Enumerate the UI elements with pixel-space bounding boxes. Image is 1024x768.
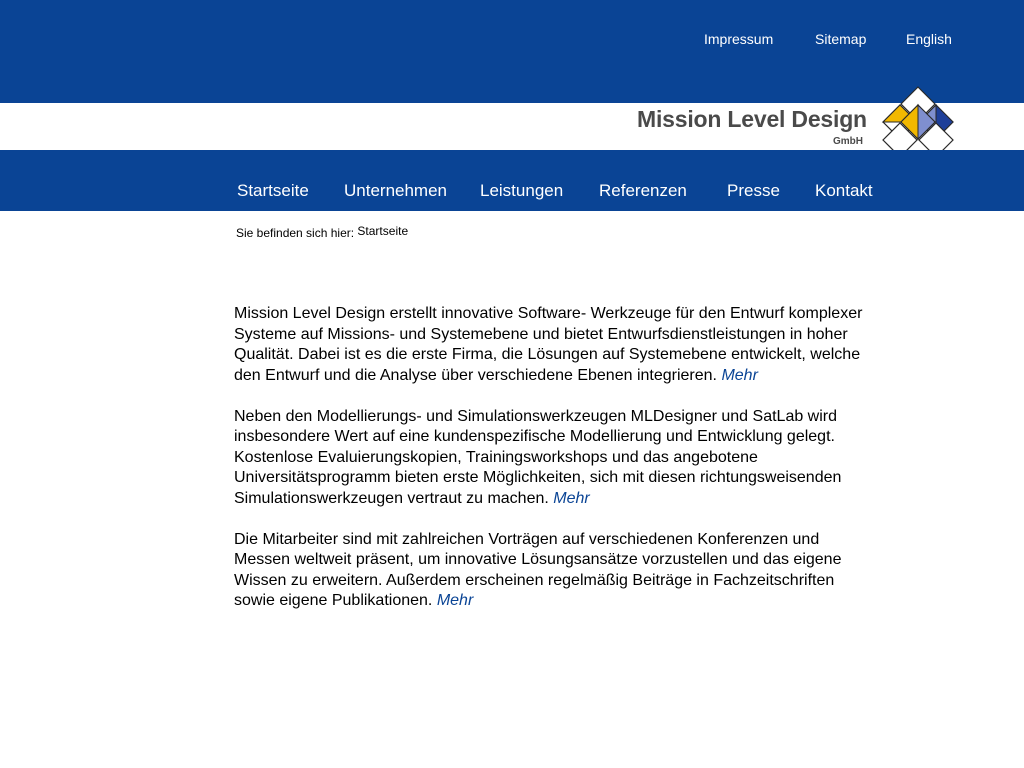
impressum-link[interactable]: Impressum [704, 31, 774, 47]
paragraph-text: Neben den Modellierungs- und Simulationswerkzeugen MLDesigner und SatLab wird insbesondere Wert auf eine kundenspezifische Modellierung und Entwicklung gelegt. Kostenlose Evaluierungskopien, Trainingsworkshops und das angebotene Universitätsprogramm bieten erste Möglichkeiten, sich mit diesen richtungsweisenden Simulationswerkzeugen vertraut zu machen. [234, 407, 842, 507]
intro-paragraph [234, 304, 874, 386]
breadcrumb [236, 226, 408, 240]
paragraph-text: Mission Level Design erstellt innovative Software- Werkzeuge für den Entwurf komplexer Systeme auf Missions- und Systemebene und bietet Entwurfsdienstleistungen in hoher Qualität. Dabei ist es die erste Firma, die Lösungen auf Systemebene entwickelt, welche den Entwurf und die Analyse über verschiedene Ebenen integrieren. [234, 305, 863, 384]
more-link[interactable]: Mehr [721, 366, 758, 384]
more-link[interactable]: Mehr [436, 592, 474, 609]
logo-cubes-icon [880, 85, 956, 159]
breadcrumb-prefix: Sie befinden sich hier: [236, 226, 355, 240]
nav-item-referenzen[interactable]: Referenzen [599, 181, 687, 200]
logo-band [0, 103, 1024, 150]
english-link[interactable]: English [906, 31, 952, 47]
nav-item-kontakt[interactable]: Kontakt [815, 181, 873, 200]
nav-item-unternehmen[interactable]: Unternehmen [344, 181, 448, 200]
logo-wordmark: Mission Level Design [637, 106, 867, 132]
more-link[interactable]: Mehr [553, 489, 590, 507]
logo-suffix: GmbH [833, 136, 863, 147]
nav-item-presse[interactable]: Presse [727, 181, 780, 200]
products-paragraph [234, 407, 874, 510]
utility-nav [0, 31, 1024, 49]
publications-paragraph [234, 530, 874, 612]
main-content [234, 304, 874, 632]
nav-item-leistungen[interactable]: Leistungen [480, 181, 564, 200]
top-header-bar [0, 0, 1024, 103]
breadcrumb-current[interactable]: Startseite [357, 224, 409, 238]
sitemap-link[interactable]: Sitemap [815, 31, 867, 47]
nav-item-startseite[interactable]: Startseite [237, 181, 309, 200]
paragraph-text: Die Mitarbeiter sind mit zahlreichen Vorträgen auf verschiedenen Konferenzen und Messen weltweit präsent, um innovative Lösungsansätze vorzustellen und das eigene Wissen zu erweitern. Außerdem erscheinen regelmäßig Beiträge in Fachzeitschriften sowie eigene Publikationen. [234, 530, 842, 609]
